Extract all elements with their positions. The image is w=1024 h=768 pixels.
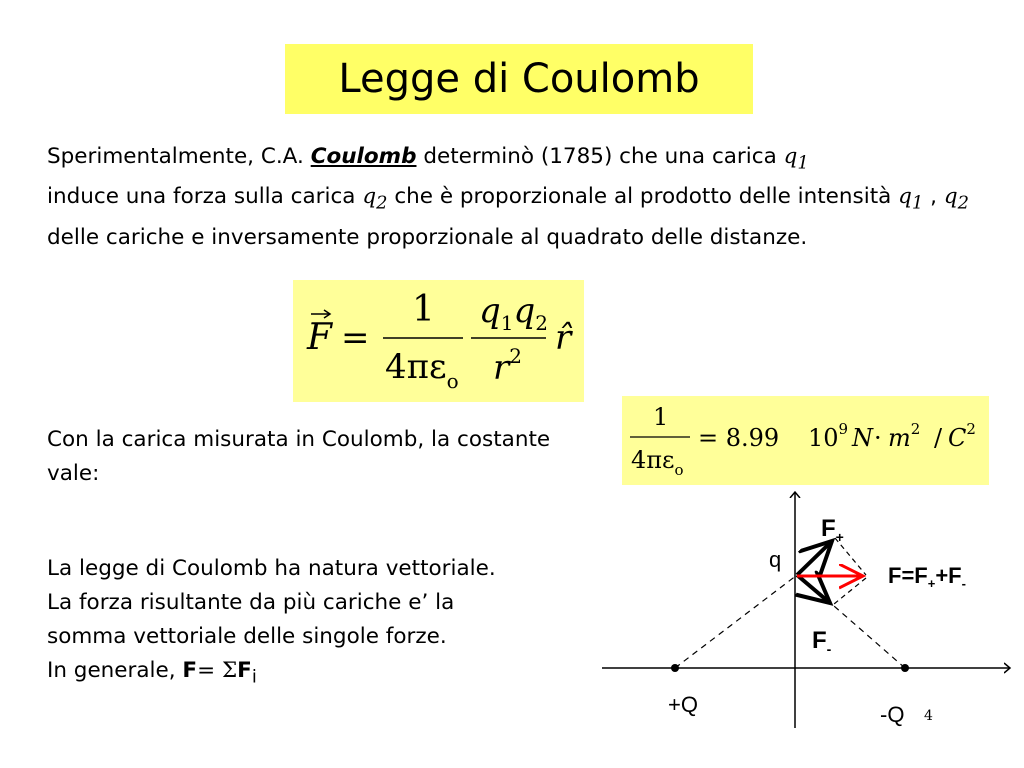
intro-text-mid1: determinò (1785) che una carica <box>416 144 784 169</box>
q2-symbol: $q_2$ <box>362 184 388 214</box>
intro-text-pre: Sperimentalmente, C.A. <box>47 144 311 169</box>
charge-minusQ-dot <box>901 664 909 672</box>
label-minusQ: -Q <box>880 702 905 727</box>
coulomb-name: Coulomb <box>310 144 417 169</box>
numerator-one: 1 <box>412 289 435 330</box>
vector-line-4: In generale, $F= \Sigma F_i$ <box>47 658 257 688</box>
constant-value: = 8.99 <box>698 424 780 452</box>
intro-text-mid3: che è proporzionale al prodotto delle intensità <box>387 184 899 210</box>
q1-symbol: $q_1$ <box>783 144 809 174</box>
intro-text-end: delle cariche e inversamente proporzionale al quadrato delle distanze. <box>47 224 808 250</box>
vector-line-3: somma vettoriale delle singole forze. <box>47 624 447 649</box>
parallelogram-side-bottom <box>834 578 866 604</box>
intro-text-mid2: induce una forza sulla carica <box>47 184 363 210</box>
force-symbol: F <box>307 317 332 358</box>
denominator-r2: $r^2$ <box>493 344 522 388</box>
constant-numerator: 1 <box>653 403 669 431</box>
unit-vector-r: r̂ <box>555 318 572 358</box>
denominator-4-pi-eps: $4\pi\varepsilon_o$ <box>385 347 459 393</box>
power-of-ten: $10^9$ <box>808 420 849 452</box>
force-plus-vector <box>797 541 832 575</box>
q1-symbol-2: $q_1$ <box>898 184 924 214</box>
vector-line-1: La legge di Coulomb ha natura vettoriale. <box>47 556 496 581</box>
label-resultant: $F=F_++F_-$ <box>888 563 966 591</box>
numerator-q1q2: $q_1q_2$ <box>479 291 548 335</box>
q2-symbol-2: $q_2$ <box>943 184 969 214</box>
label-plusQ: +Q <box>668 692 698 717</box>
equals-sign: = <box>341 318 370 358</box>
page-number: 4 <box>924 708 933 724</box>
unit-coulomb: $C^2$ <box>948 420 976 452</box>
unit-dot: · <box>874 424 882 452</box>
label-q: q <box>769 547 782 572</box>
vector-line-2: La forza risultante da più cariche e’ la <box>47 590 455 615</box>
label-Fminus: $F_-$ <box>812 627 832 657</box>
dashed-line-minusQ <box>834 606 905 668</box>
charge-plusQ-dot <box>671 664 679 672</box>
dashed-line-plusQ <box>675 575 797 668</box>
unit-newton: N <box>852 424 873 452</box>
unit-slash: / <box>934 424 943 452</box>
comma: , <box>923 184 944 210</box>
unit-meter: $m^2$ <box>888 420 921 452</box>
constant-paragraph: Con la carica misurata in Coulomb, la costante vale: <box>47 427 551 486</box>
page-title: Legge di Coulomb <box>338 56 700 102</box>
constant-denominator: $4\pi\varepsilon_o$ <box>631 446 684 479</box>
label-Fplus: $F_+$ <box>821 515 844 545</box>
force-minus-vector <box>797 575 830 603</box>
